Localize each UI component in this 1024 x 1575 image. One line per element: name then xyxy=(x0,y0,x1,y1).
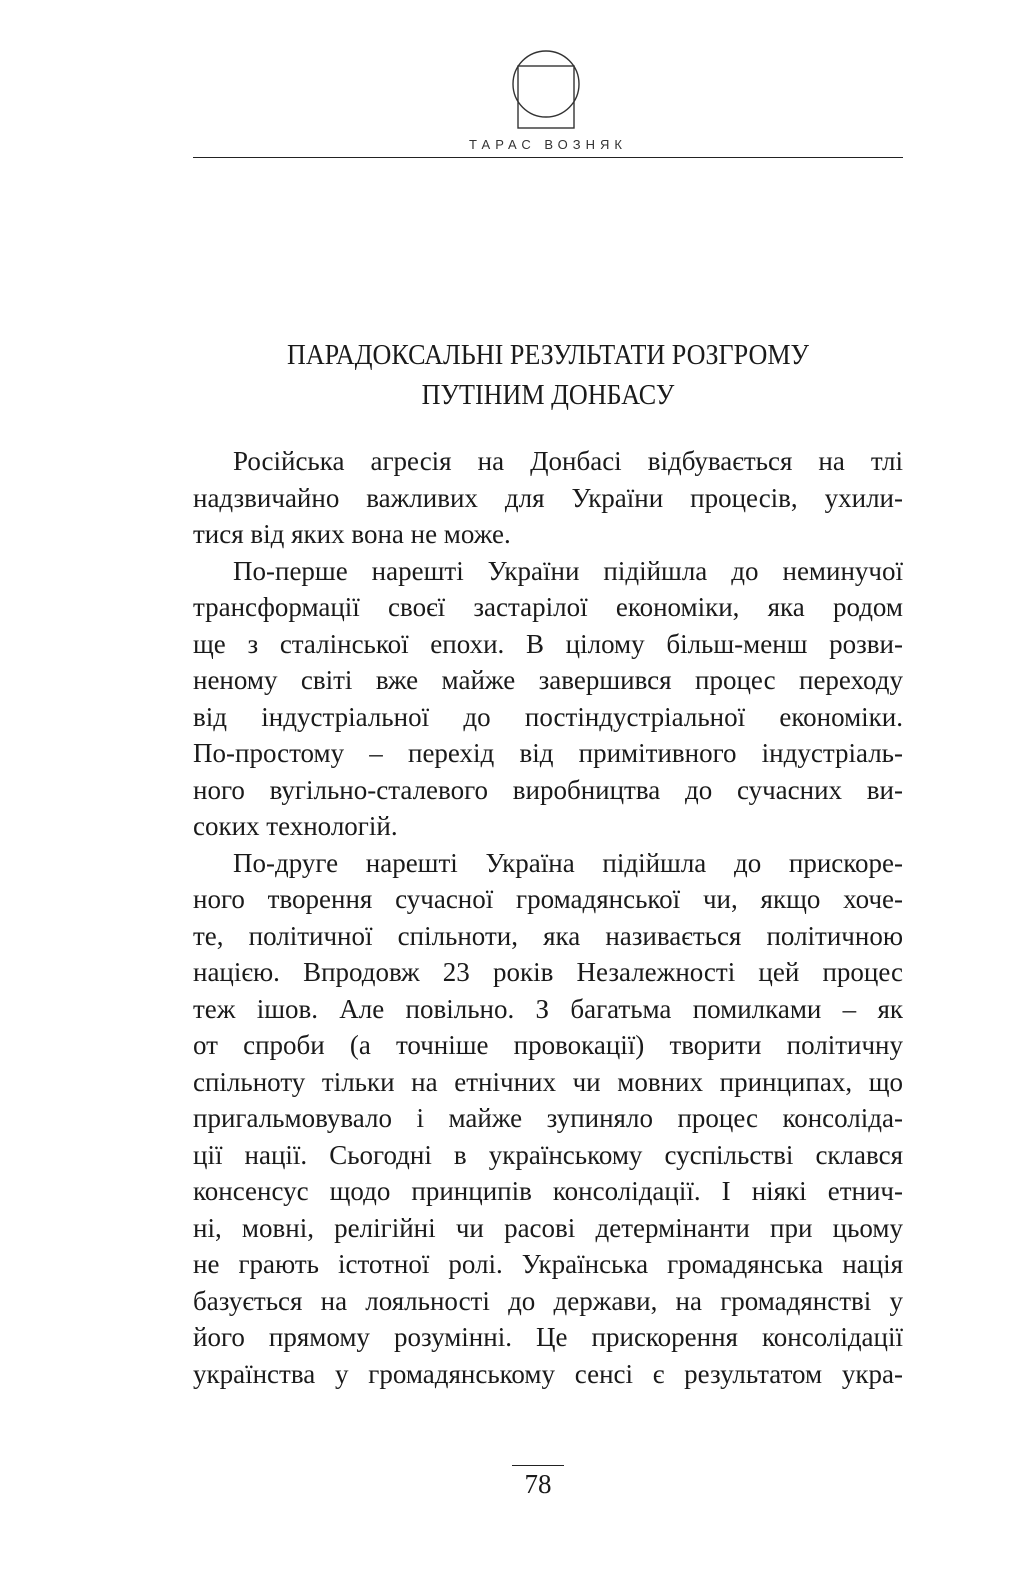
chapter-title-line: ПУТІНИМ ДОНБАСУ xyxy=(421,379,675,411)
chapter-title-line: ПАРАДОКСАЛЬНІ РЕЗУЛЬТАТИ РОЗГРОМУ xyxy=(286,339,810,371)
body-text xyxy=(193,443,903,1392)
chapter-title xyxy=(229,335,868,415)
text-line: базується на лояльності до держави, на громадянстві у xyxy=(193,1285,903,1316)
header-rule xyxy=(193,157,903,158)
text-line: соких технологій. xyxy=(193,811,398,841)
text-line: неному світі вже майже завершився процес переходу xyxy=(193,665,903,695)
text-line: від індустріальної до постіндустріальної економіки. xyxy=(193,701,903,732)
text-line: тися від яких вона не може. xyxy=(193,519,511,549)
text-line: нацією. Впродовж 23 років Незалежності цей процес xyxy=(193,957,903,987)
text-line: не грають істотної ролі. Українська громадянська нація xyxy=(193,1249,903,1279)
text-line: теж ішов. Але повільно. З багатьма помилками – як xyxy=(193,993,903,1024)
text-line: ного творення сучасної громадянської чи, якщо хоче- xyxy=(193,884,903,914)
text-line: По-друге нарешті Україна підійшла до прискоре- xyxy=(233,847,903,878)
text-line: пригальмовувало і майже зупиняло процес консоліда- xyxy=(193,1103,903,1133)
text-line: спільноту тільки на етнічних чи мовних принципах, що xyxy=(193,1066,903,1097)
text-line: ні, мовні, релігійні чи расові детермінанти при цьому xyxy=(193,1212,903,1243)
running-head: ТАРАС ВОЗНЯК xyxy=(469,137,627,152)
page-number: 78 xyxy=(524,1469,552,1499)
text-line: Російська агресія на Донбасі відбувається на тлі xyxy=(233,446,903,476)
text-line: ного вугільно-сталевого виробництва до сучасних ви- xyxy=(193,774,903,805)
text-line: консенсус щодо принципів консолідації. І ніякі етнич- xyxy=(193,1176,903,1206)
text-line: надзвичайно важливих для України процесів, ухили- xyxy=(193,482,903,513)
circle-square-emblem-icon xyxy=(510,48,582,130)
text-line: його прямому розумінні. Це прискорення консолідації xyxy=(193,1322,903,1352)
text-line: По-простому – перехід від примітивного індустріаль- xyxy=(193,738,903,768)
text-line: українства у громадянському сенсі є результатом укра- xyxy=(193,1358,903,1389)
text-line: трансформації своєї застарілої економіки, яка родом xyxy=(193,592,903,622)
text-line: ще з сталінської епохи. В цілому більш-менш розви- xyxy=(193,628,903,659)
text-line: ції нації. Сьогодні в українському суспільстві склався xyxy=(193,1139,903,1170)
text-line: от спроби (а точніше провокації) творити політичну xyxy=(193,1030,903,1060)
text-line: По-перше нарешті України підійшла до неминучої xyxy=(233,555,903,586)
text-line: те, політичної спільноти, яка називається політичною xyxy=(193,920,903,951)
